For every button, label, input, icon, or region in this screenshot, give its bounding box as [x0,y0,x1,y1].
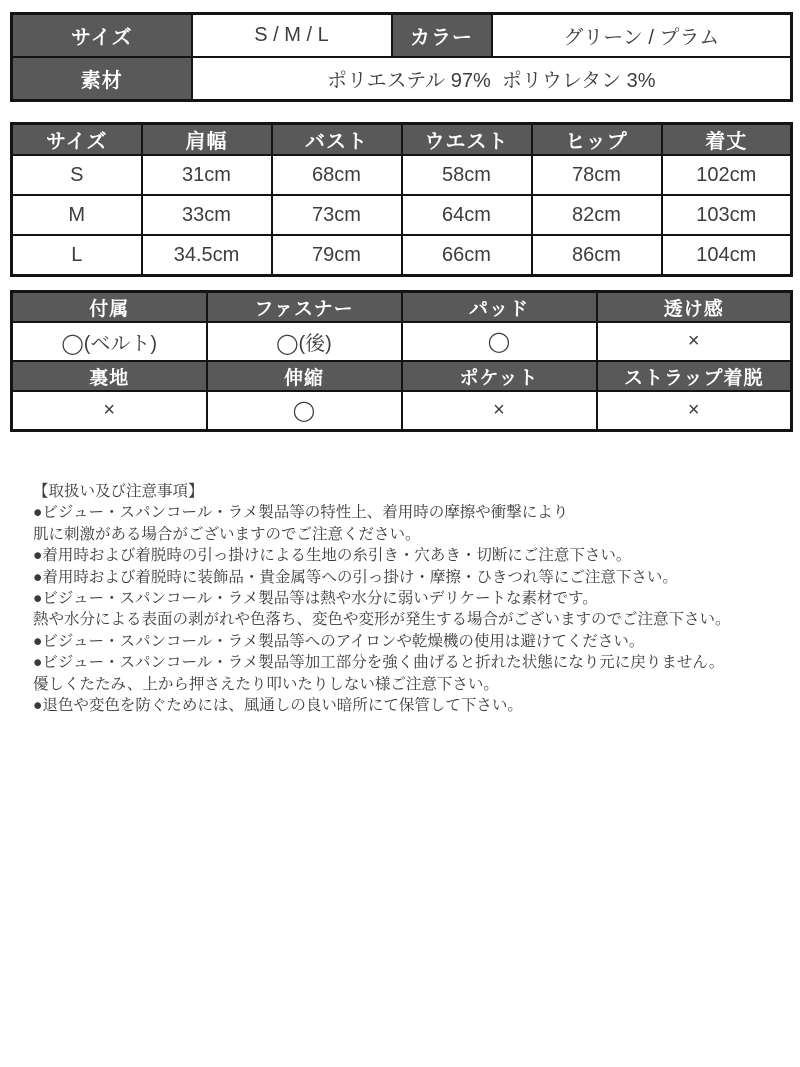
value-fastener: ◯(後) [207,322,402,361]
material-label: 素材 [12,57,192,101]
value-pad: ◯ [402,322,597,361]
cell-m-size: M [12,195,142,235]
measurements-header-row [12,124,792,156]
cell-m-hip: 82cm [532,195,662,235]
header-strap: ストラップ着脱 [597,361,792,391]
header-fastener: ファスナー [207,292,402,323]
care-note-line: 肌に刺激がある場合がございますのでご注意ください。 [33,525,421,543]
col-header-length: 着丈 [662,124,792,156]
cell-l-shoulder: 34.5cm [142,235,272,276]
header-lining: 裏地 [12,361,207,391]
table-row-l [12,235,792,276]
size-value: S / M / L [192,14,392,58]
cell-s-size: S [12,155,142,195]
header-pad: パッド [402,292,597,323]
color-label: カラー [392,14,492,58]
value-strap: × [597,391,792,431]
features-header-row-1 [12,292,792,323]
col-header-waist: ウエスト [402,124,532,156]
table-row-m [12,195,792,235]
care-note-line: ●ビジュー・スパンコール・ラメ製品等へのアイロンや乾燥機の使用は避けてください。 [33,632,645,650]
features-value-row-2 [12,391,792,431]
care-notes [33,481,795,716]
spec-row-size-color [12,14,792,58]
cell-l-bust: 79cm [272,235,402,276]
cell-l-length: 104cm [662,235,792,276]
col-header-size: サイズ [12,124,142,156]
cell-m-length: 103cm [662,195,792,235]
header-pocket: ポケット [402,361,597,391]
col-header-bust: バスト [272,124,402,156]
spec-row-material [12,57,792,101]
care-note-line: ●ビジュー・スパンコール・ラメ製品等の特性上、着用時の摩擦や衝撃により [33,504,569,522]
cell-s-waist: 58cm [402,155,532,195]
value-lining: × [12,391,207,431]
cell-m-waist: 64cm [402,195,532,235]
header-accessory: 付属 [12,292,207,323]
size-label: サイズ [12,14,192,58]
features-value-row-1 [12,322,792,361]
value-pocket: × [402,391,597,431]
cell-l-size: L [12,235,142,276]
table-row-s [12,155,792,195]
cell-m-bust: 73cm [272,195,402,235]
care-note-line: ●ビジュー・スパンコール・ラメ製品等加工部分を強く曲げると折れた状態になり元に戻りません。 [33,654,725,672]
cell-s-shoulder: 31cm [142,155,272,195]
measurements-table [10,122,793,277]
cell-s-hip: 78cm [532,155,662,195]
value-sheerness: × [597,322,792,361]
care-note-line: ●ビジュー・スパンコール・ラメ製品等は熱や水分に弱いデリケートな素材です。 [33,590,598,608]
care-notes-title: 【取扱い及び注意事項】 [33,483,204,500]
col-header-shoulder: 肩幅 [142,124,272,156]
value-stretch: ◯ [207,391,402,431]
header-sheerness: 透け感 [597,292,792,323]
col-header-hip: ヒップ [532,124,662,156]
care-note-line: ●退色や変色を防ぐためには、風通しの良い暗所にて保管して下さい。 [33,697,523,715]
cell-l-hip: 86cm [532,235,662,276]
header-stretch: 伸縮 [207,361,402,391]
cell-s-bust: 68cm [272,155,402,195]
care-note-line: 優しくたたみ、上から押さえたり叩いたりしない様ご注意下さい。 [33,675,499,693]
spec-table [10,12,793,102]
features-header-row-2 [12,361,792,391]
value-accessory: ◯(ベルト) [12,322,207,361]
cell-s-length: 102cm [662,155,792,195]
care-note-line: ●着用時および着脱時の引っ掛けによる生地の糸引き・穴あき・切断にご注意下さい。 [33,547,632,565]
cell-l-waist: 66cm [402,235,532,276]
care-note-line: 熱や水分による表面の剥がれや色落ち、変色や変形が発生する場合がございますのでご注意下さい。 [33,611,731,629]
material-value: ポリエステル 97% ポリウレタン 3% [192,57,792,101]
features-table [10,290,793,432]
care-note-line: ●着用時および着脱時に装飾品・貴金属等への引っ掛け・摩擦・ひきつれ等にご注意下さい。 [33,568,678,586]
color-value: グリーン / プラム [492,14,792,58]
cell-m-shoulder: 33cm [142,195,272,235]
